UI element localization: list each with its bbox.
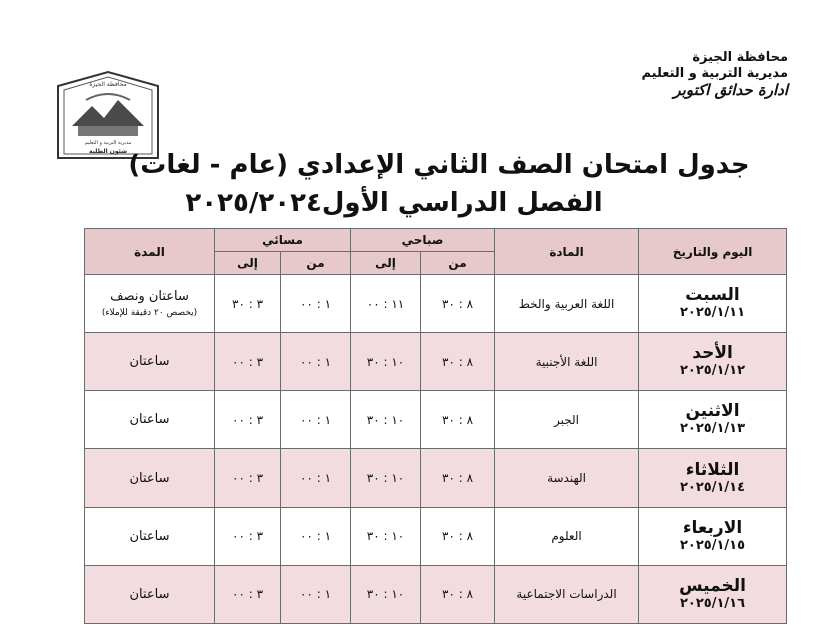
subject-cell: الهندسة — [495, 449, 639, 507]
header-duration: المدة — [85, 229, 215, 275]
morning-from-cell: ٨ : ٣٠ — [421, 391, 495, 449]
morning-to-cell: ١٠ : ٣٠ — [351, 449, 421, 507]
exam-schedule-table — [84, 228, 787, 624]
duration-cell: ساعتان — [85, 507, 215, 565]
header-evening: مسائي — [215, 229, 351, 252]
header-morning: صباحي — [351, 229, 495, 252]
evening-to-cell: ٣ : ٠٠ — [215, 507, 281, 565]
evening-to-cell: ٣ : ٠٠ — [215, 333, 281, 391]
morning-from-cell: ٨ : ٣٠ — [421, 275, 495, 333]
morning-to-cell: ١٠ : ٣٠ — [351, 565, 421, 623]
morning-to-cell: ١٠ : ٣٠ — [351, 507, 421, 565]
day-date: ٢٠٢٥/١/١٤ — [680, 479, 746, 495]
day-name: الاربعاء — [682, 517, 743, 538]
evening-to-cell: ٣ : ٠٠ — [215, 391, 281, 449]
day-name: الاثنين — [685, 401, 740, 422]
administration-label: ادارة حدائق اكتوبر — [673, 81, 788, 99]
day-cell — [639, 275, 787, 333]
evening-from-cell: ١ : ٠٠ — [281, 507, 351, 565]
morning-to-cell: ١٠ : ٣٠ — [351, 333, 421, 391]
table-row — [85, 449, 787, 507]
day-date: ٢٠٢٥/١/١٦ — [680, 595, 746, 611]
evening-from-cell: ١ : ٠٠ — [281, 565, 351, 623]
evening-to-cell: ٣ : ٠٠ — [215, 449, 281, 507]
logo-text-3: شئون الطلبة — [88, 148, 128, 155]
logo-text-1: محافظة الجيزة — [89, 81, 127, 88]
evening-from-cell: ١ : ٠٠ — [281, 333, 351, 391]
duration-cell: ساعتان — [85, 449, 215, 507]
subject-cell: العلوم — [495, 507, 639, 565]
evening-to-cell: ٣ : ٣٠ — [215, 275, 281, 333]
evening-from-cell: ١ : ٠٠ — [281, 449, 351, 507]
directorate-label: مديرية التربية و التعليم — [641, 66, 788, 81]
page-subtitle: الفصل الدراسي الأول٢٠٢٥/٢٠٢٤ — [185, 188, 603, 218]
header-evening-to: إلى — [215, 252, 281, 275]
table-row — [85, 333, 787, 391]
duration-cell: ساعتان — [85, 565, 215, 623]
morning-to-cell: ١١ : ٠٠ — [351, 275, 421, 333]
logo-text-2: مديرية التربية و التعليم — [84, 140, 132, 146]
day-name: الخميس — [679, 575, 746, 596]
duration-cell — [85, 275, 215, 333]
morning-to-cell: ١٠ : ٣٠ — [351, 391, 421, 449]
table-row — [85, 391, 787, 449]
subject-cell: اللغة الأجنبية — [495, 333, 639, 391]
day-date: ٢٠٢٥/١/١١ — [680, 305, 746, 321]
header-evening-from: من — [281, 252, 351, 275]
duration-cell: ساعتان — [85, 391, 215, 449]
morning-from-cell: ٨ : ٣٠ — [421, 449, 495, 507]
day-date: ٢٠٢٥/١/١٥ — [680, 537, 746, 553]
day-name: الثلاثاء — [685, 459, 740, 480]
subject-cell: اللغة العربية والخط — [495, 275, 639, 333]
morning-from-cell: ٨ : ٣٠ — [421, 333, 495, 391]
header-day-date: اليوم والتاريخ — [639, 229, 787, 275]
morning-from-cell: ٨ : ٣٠ — [421, 507, 495, 565]
header-morning-to: إلى — [351, 252, 421, 275]
morning-from-cell: ٨ : ٣٠ — [421, 565, 495, 623]
header-subject: المادة — [495, 229, 639, 275]
day-date: ٢٠٢٥/١/١٣ — [680, 421, 746, 437]
duration-note: (يخصص ٢٠ دقيقة للإملاء) — [101, 308, 198, 319]
subject-cell: الجبر — [495, 391, 639, 449]
table-row — [85, 275, 787, 333]
evening-to-cell: ٣ : ٠٠ — [215, 565, 281, 623]
day-cell — [639, 391, 787, 449]
evening-from-cell: ١ : ٠٠ — [281, 275, 351, 333]
table-row — [85, 565, 787, 623]
day-cell — [639, 507, 787, 565]
day-cell — [639, 565, 787, 623]
table-row — [85, 507, 787, 565]
day-name: السبت — [685, 285, 740, 306]
duration-text: ساعتان ونصف — [110, 289, 189, 305]
day-date: ٢٠٢٥/١/١٢ — [680, 363, 746, 379]
header-morning-from: من — [421, 252, 495, 275]
subject-cell: الدراسات الاجتماعية — [495, 565, 639, 623]
governorate-label: محافظة الجيزة — [692, 50, 788, 65]
day-name: الأحد — [692, 343, 733, 364]
student-affairs-logo — [52, 70, 164, 162]
duration-cell: ساعتان — [85, 333, 215, 391]
day-cell — [639, 449, 787, 507]
header-block — [641, 50, 788, 98]
evening-from-cell: ١ : ٠٠ — [281, 391, 351, 449]
day-cell — [639, 333, 787, 391]
page-title: جدول امتحان الصف الثاني الإعدادي (عام - لغات) — [128, 150, 750, 180]
